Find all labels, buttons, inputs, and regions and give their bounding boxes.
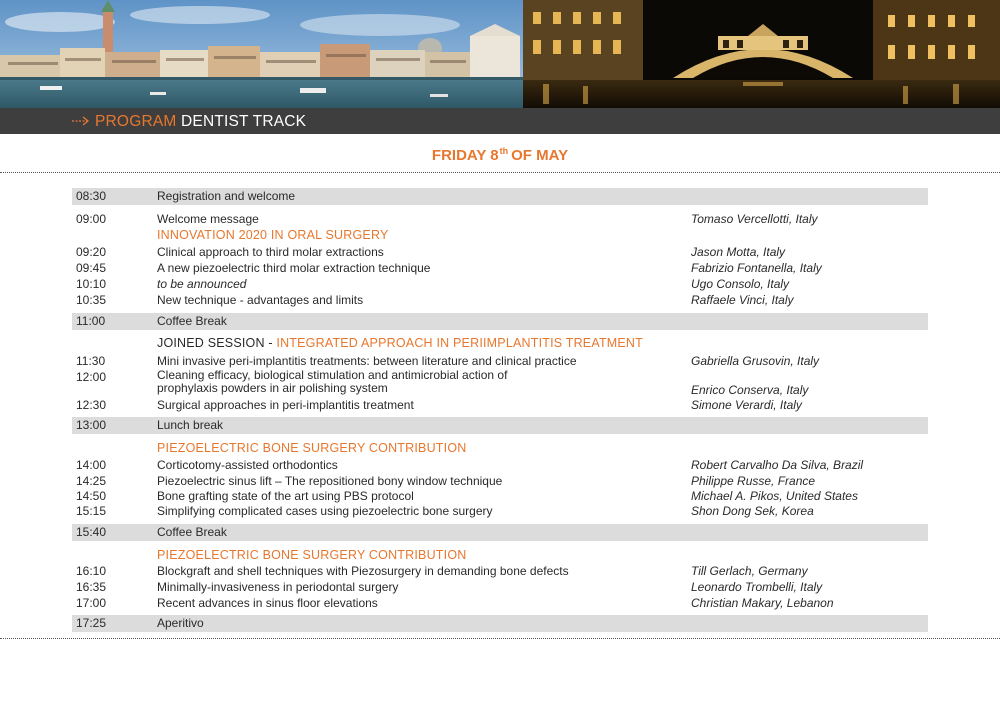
speaker: Till Gerlach, Germany [691,564,808,578]
time: 16:35 [76,580,107,594]
topic: New technique - advantages and limits [157,293,364,307]
time: 17:00 [76,596,107,610]
topic: Surgical approaches in peri-implantitis treatment [157,398,414,412]
topic: Welcome message [157,212,259,226]
section-heading [157,335,643,351]
speaker: Gabriella Grusovin, Italy [691,354,820,368]
schedule-row [72,276,928,292]
topic: Lunch break [157,418,224,432]
speaker: Raffaele Vinci, Italy [691,293,794,307]
section-heading: PIEZOELECTRIC BONE SURGERY CONTRIBUTION [157,548,467,562]
speaker: Enrico Conserva, Italy [691,383,809,397]
topic: Registration and welcome [157,189,296,203]
topic: to be announced [157,277,247,291]
topic: Bone grafting state of the art using PBS protocol [157,489,414,503]
divider-top [0,172,1000,173]
header-banner [0,0,1000,108]
time: 12:30 [76,398,107,412]
topic: A new piezoelectric third molar extraction technique [157,261,431,275]
arrow-right-icon [72,115,92,127]
time: 09:00 [76,212,107,226]
time: 09:20 [76,245,107,259]
topic-line: prophylaxis powders in air polishing system [157,380,388,395]
topic: Clinical approach to third molar extractions [157,245,384,259]
time: 13:00 [76,418,107,432]
schedule-row [72,488,928,504]
schedule-row [72,211,928,227]
topic: Simplifying complicated cases using piezoelectric bone surgery [157,504,493,518]
section-prefix: JOINED SESSION - [157,336,277,350]
speaker: Tomaso Vercellotti, Italy [691,212,818,226]
schedule-row [72,563,928,579]
day-suffix: OF MAY [511,147,569,164]
speaker: Philippe Russe, France [691,474,816,488]
speaker: Michael A. Pikos, United States [691,489,858,503]
day-ordinal: th [499,146,509,156]
topic: Minimally-invasiveness in periodontal surgery [157,580,399,594]
schedule-row [72,595,928,611]
time: 15:15 [76,504,107,518]
speaker: Robert Carvalho Da Silva, Brazil [691,458,864,472]
schedule-row [72,579,928,595]
speaker: Fabrizio Fontanella, Italy [691,261,822,275]
topic: Coffee Break [157,314,227,328]
time: 12:00 [76,370,107,384]
schedule-row [72,417,928,434]
topic: Aperitivo [157,616,204,630]
time: 14:00 [76,458,107,472]
time: 16:10 [76,564,107,578]
speaker: Ugo Consolo, Italy [691,277,790,291]
schedule-row [72,353,928,369]
time: 10:10 [76,277,107,291]
time: 15:40 [76,525,107,539]
schedule-row [72,524,928,541]
section-title: INTEGRATED APPROACH IN PERIIMPLANTITIS TREATMENT [276,336,643,350]
schedule-row [72,313,928,330]
schedule-row [72,188,928,205]
topic: Blockgraft and shell techniques with Piezosurgery in demanding bone defects [157,564,569,578]
time: 14:50 [76,489,107,503]
section-heading: INNOVATION 2020 IN ORAL SURGERY [157,228,389,242]
page-title [95,112,306,132]
speaker: Simone Verardi, Italy [691,398,802,412]
schedule-row [72,457,928,473]
topic: Recent advances in sinus floor elevations [157,596,378,610]
time: 11:30 [76,354,106,368]
title-accent: PROGRAM [95,113,177,130]
topic-line: Cleaning efficacy, biological stimulation and antimicrobial action of [157,368,508,382]
time: 10:35 [76,293,107,307]
day-heading [0,146,1000,167]
schedule-row [72,369,928,397]
speaker: Christian Makary, Lebanon [691,596,834,610]
topic: Piezoelectric sinus lift – The repositioned bony window technique [157,474,503,488]
time: 17:25 [76,616,107,630]
topic: Coffee Break [157,525,227,539]
time: 11:00 [76,314,106,328]
time: 14:25 [76,474,107,488]
rialto-bridge-night-photo [523,0,1000,108]
schedule-row [72,473,928,489]
divider-bottom [0,638,1000,639]
topic: Mini invasive peri-implantitis treatments: between literature and clinical practice [157,354,577,368]
speaker: Leonardo Trombelli, Italy [691,580,823,594]
day-prefix: FRIDAY 8 [431,147,499,164]
schedule-row [72,292,928,308]
schedule-row [72,397,928,413]
section-heading: PIEZOELECTRIC BONE SURGERY CONTRIBUTION [157,441,467,455]
topic: Corticotomy-assisted orthodontics [157,458,338,472]
time: 09:45 [76,261,107,275]
schedule-row [72,615,928,632]
speaker: Jason Motta, Italy [691,245,786,259]
schedule-row [72,503,928,519]
venice-waterfront-photo [0,0,523,108]
speaker: Shon Dong Sek, Korea [691,504,814,518]
schedule-row [72,260,928,276]
title-rest: DENTIST TRACK [181,113,307,130]
time: 08:30 [76,189,107,203]
topic [157,369,677,394]
schedule-row [72,244,928,260]
